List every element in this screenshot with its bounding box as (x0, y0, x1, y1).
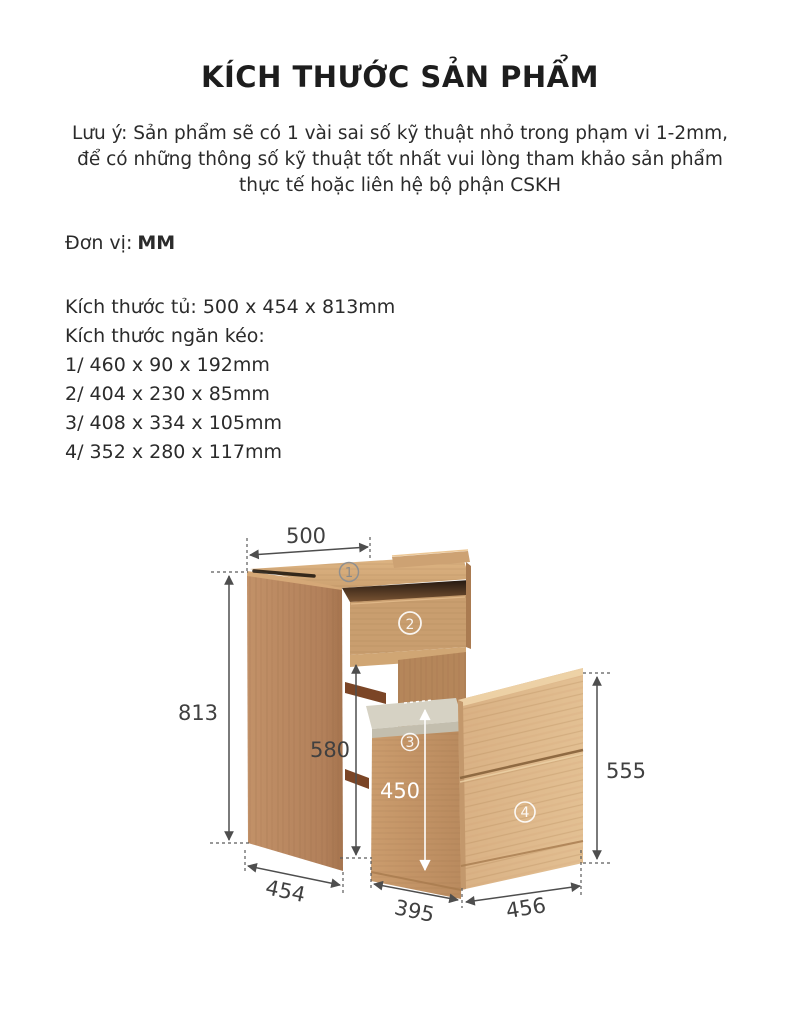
part-marker-3-number: 3 (405, 735, 415, 751)
unit-value: MM (137, 232, 176, 254)
dim-label-stool-depth: 395 (392, 895, 437, 928)
desk-side-panel-grain (247, 573, 343, 871)
dim-label-overall-height: 813 (177, 701, 219, 725)
desk-stretcher-upper (345, 682, 386, 704)
desk-right-edge (466, 562, 471, 649)
dim-label-top-width: 500 (285, 524, 327, 548)
back-panel-unit (458, 668, 583, 890)
dim-label-desk-depth: 454 (263, 875, 308, 908)
dim-label-stool-height: 450 (379, 779, 421, 803)
spec-drawer-2: 2/ 404 x 230 x 85mm (65, 383, 270, 405)
dim-label-back-panel-height: 555 (605, 759, 647, 783)
note-line-3: thực tế hoặc liên hệ bộ phận CSKH (238, 175, 561, 196)
note-line-2: để có những thông số kỹ thuật tốt nhất vui lòng tham khảo sản phẩm (77, 149, 723, 170)
unit-label: Đơn vị: (65, 232, 133, 254)
spec-drawer-1: 1/ 460 x 90 x 192mm (65, 354, 270, 376)
part-marker-1-number: 1 (344, 566, 354, 581)
dim-line-top-width (250, 547, 368, 555)
spec-drawer-3: 3/ 408 x 334 x 105mm (65, 412, 282, 434)
note-line-1: Lưu ý: Sản phẩm sẽ có 1 vài sai số kỹ thuật nhỏ trong phạm vi 1-2mm, (71, 123, 729, 144)
page-title: KÍCH THƯỚC SẢN PHẨM (201, 60, 599, 94)
part-marker-4-number: 4 (520, 805, 530, 821)
spec-drawer-4: 4/ 352 x 280 x 117mm (65, 441, 282, 463)
desk-stretcher-lower (345, 769, 369, 789)
spec-drawers-heading: Kích thước ngăn kéo: (65, 325, 265, 347)
dim-label-leg-space-height: 580 (309, 738, 351, 762)
spec-cabinet-size: Kích thước tủ: 500 x 454 x 813mm (65, 296, 396, 318)
part-marker-2-number: 2 (405, 617, 415, 633)
dim-label-back-panel-width: 456 (504, 893, 548, 924)
